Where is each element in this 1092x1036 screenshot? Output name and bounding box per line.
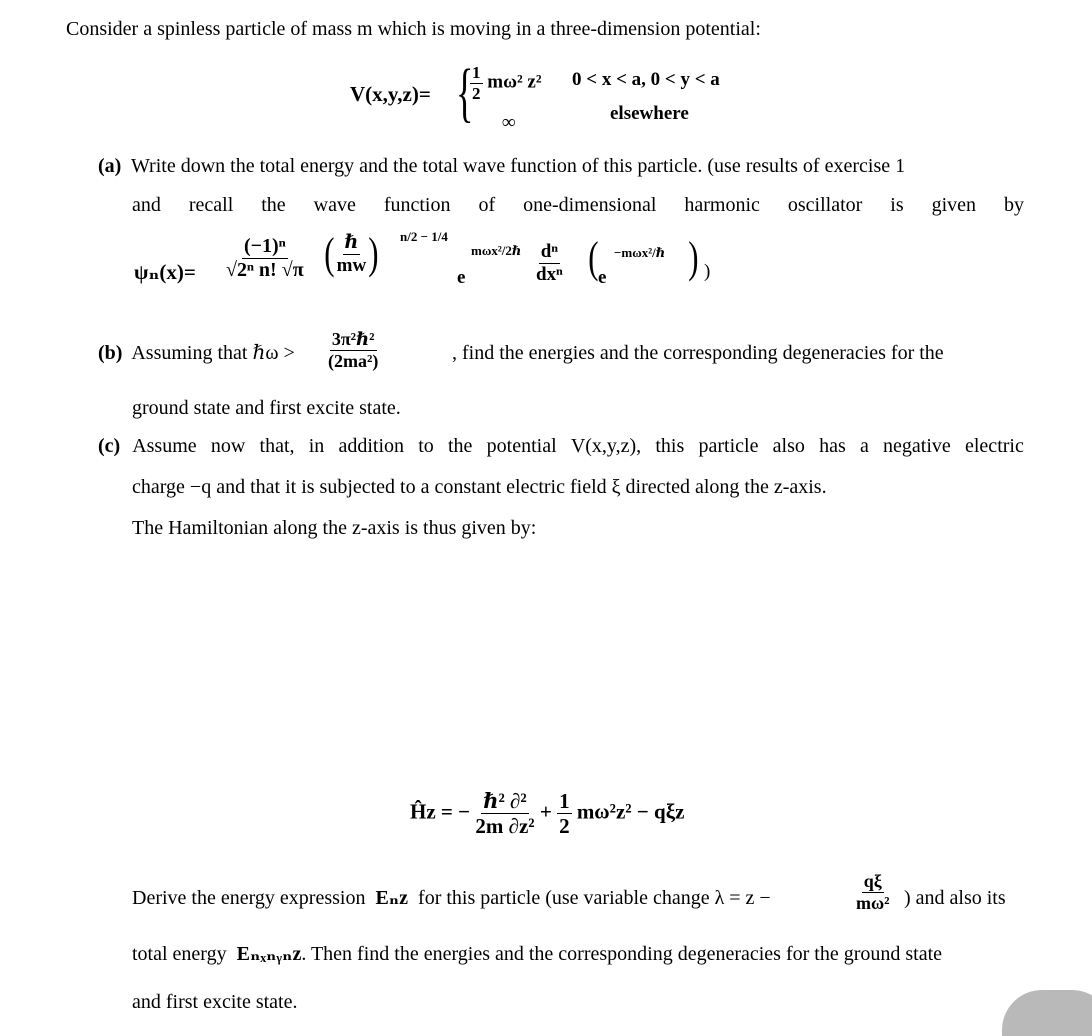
exp2-paren-open: ( — [588, 233, 599, 282]
potential-case2: ∞ — [502, 112, 516, 133]
word: the — [261, 194, 286, 216]
word: by — [1003, 194, 1024, 216]
wavefunction-paren-term: ( $\frac{\text{ℏ}}{mw}$ ) — [324, 229, 379, 278]
part-b-line2: ground state and first excite state. — [132, 397, 401, 419]
part-a-line2 — [132, 195, 1024, 215]
wavefunction-lhs: ψₙ(x)= — [134, 260, 196, 284]
hamiltonian-equation: Ĥz = − $\frac{\text{ℏ² ∂²}}{\text{2m ∂z²}}$ + $\frac{1}{2}$ mω²z² − qξz — [410, 789, 685, 839]
part-b-condition: $\frac{\text{3π²ℏ²}}{\text{(2ma²)}}$ — [328, 329, 379, 371]
exp2-power: −mωx²/ℏ — [614, 245, 666, 260]
word: V(x,y,z), — [570, 435, 642, 457]
intro-text: Consider a spinless particle of mass m which is moving in a three-dimension potential: — [66, 18, 761, 40]
word: of — [478, 194, 496, 216]
word: Assume — [132, 435, 197, 457]
corner-tab — [1002, 990, 1092, 1036]
word: in — [308, 435, 325, 457]
word: now — [210, 435, 246, 457]
exp2-base: e — [598, 267, 607, 288]
derivative-operator: $\frac{\text{dⁿ}}{\text{dxⁿ}}$ — [536, 241, 563, 285]
exp1-base: e — [457, 267, 466, 288]
word: electric — [965, 435, 1024, 457]
potential-lhs: V(x,y,z)= — [350, 82, 431, 106]
word: the — [448, 435, 473, 457]
word: that, — [259, 435, 295, 457]
word: a — [859, 435, 869, 457]
word: recall — [188, 194, 234, 216]
word: negative — [883, 435, 951, 457]
word: has — [819, 435, 846, 457]
word: one-dimensional — [523, 194, 657, 216]
total-energy-line: total energy Eₙₓₙᵧₙz. Then find the energies and the corresponding degeneracies for the ground state — [132, 943, 943, 965]
exp1-power: mωx²/2ℏ — [471, 243, 522, 258]
word: given — [931, 194, 977, 216]
word: this — [655, 435, 685, 457]
wavefunction-close-paren: ) — [704, 261, 711, 282]
derive-line-end: ) and also its — [904, 887, 1006, 909]
word: potential — [486, 435, 557, 457]
word: to — [418, 435, 434, 457]
potential-case1-condition: 0 < x < a, 0 < y < a — [572, 69, 720, 90]
derive-fraction: $\frac{q\xi}{\text{mω²}}$ — [856, 871, 890, 913]
part-b-line1-end: , find the energies and the corresponding degeneracies for the — [452, 342, 944, 364]
part-c-line2: charge −q and that it is subjected to a constant electric field ξ directed along the z-axis. — [132, 476, 827, 498]
wavefunction-exponent: n/2 − 1/4 — [400, 229, 448, 244]
word: and — [132, 194, 161, 216]
potential-case2-condition: elsewhere — [610, 103, 689, 124]
word: wave — [313, 194, 356, 216]
word: oscillator — [787, 194, 863, 216]
part-c-line1: (c) Assume now that, in addition to the potential V(x,y,z), this particle also has a negative electric — [98, 435, 1024, 457]
derive-line: Derive the energy expression Eₙz for this particle (use variable change λ = z − — [132, 887, 771, 909]
word: addition — [338, 435, 405, 457]
part-c-line3: The Hamiltonian along the z-axis is thus given by: — [132, 517, 537, 539]
left-brace: { — [456, 56, 474, 129]
part-a-line1: (a) Write down the total energy and the total wave function of this particle. (use results of exercise 1 — [98, 155, 906, 177]
word: particle — [698, 435, 759, 457]
exp2-paren-close: ) — [688, 233, 699, 282]
word: is — [890, 194, 904, 216]
word: harmonic — [684, 194, 760, 216]
wavefunction-prefactor: $\frac{\text{(−1)ⁿ}}{\text{√2ⁿ n! √π}}$ — [226, 235, 304, 281]
word: also — [772, 435, 805, 457]
closing-line: and first excite state. — [132, 991, 298, 1013]
part-b-line1-start: (b) Assuming that ℏω > — [98, 342, 295, 364]
word: function — [383, 194, 451, 216]
potential-case1: $\frac{1}{2}$ mω² z² — [472, 63, 542, 103]
